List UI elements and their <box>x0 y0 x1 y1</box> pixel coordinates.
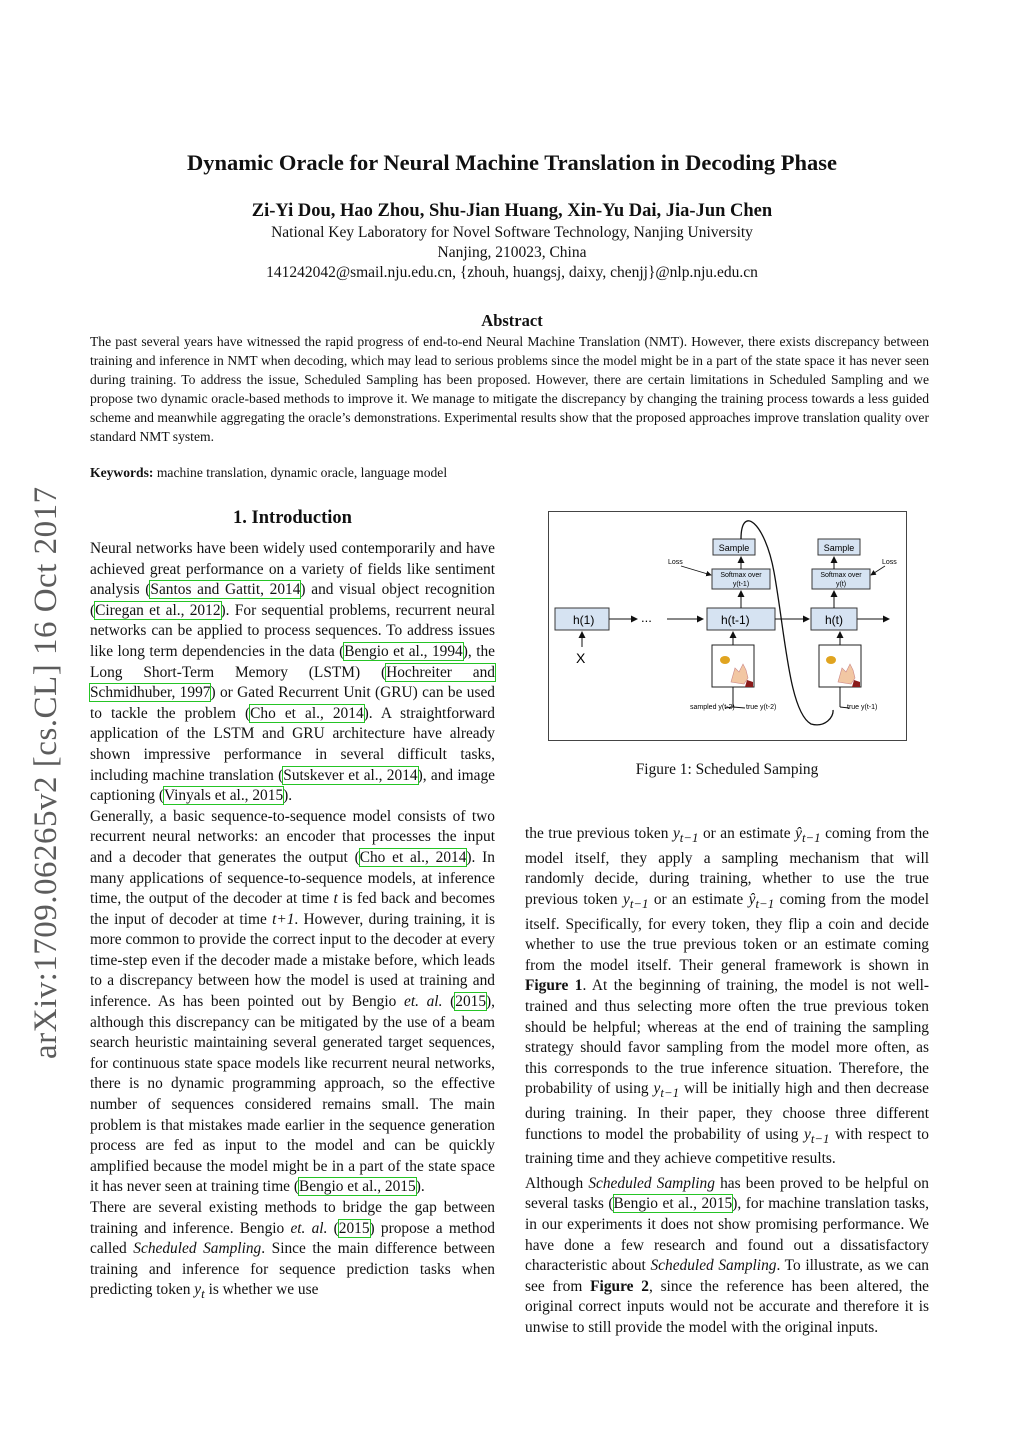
intro-paragraph-3: There are several existing methods to bridge the gap between training and inference. Bengio et. al. (2015) propose a method called Scheduled Sampling. Since the main difference between training and inference for sequence prediction tasks when predicting token $y_t$ is whether we use <box>90 1199 496 1302</box>
ht1-label: h(t-1) <box>721 613 750 627</box>
citation-link[interactable]: Hochreiter and Schmidhuber, 1997 <box>90 663 495 702</box>
section-heading-introduction: 1. Introduction <box>233 508 352 528</box>
coin-icon <box>720 656 730 664</box>
x-label: X <box>576 650 586 666</box>
citation-link[interactable]: Cho et al., 2014 <box>250 704 364 722</box>
left-column <box>90 539 495 1305</box>
abstract-text: The past several years have witnessed the rapid progress of end-to-end Neural Machine Translation (NMT). However, there exists discrepancy between training and inference in NMT when decoding, which may lead to serious problems since the model might be in a part of the state space it has never seen during training. To address the issue, Scheduled Sampling has been proposed. However, there are certain limitations in Scheduled Sampling and we propose two dynamic oracle-based methods to improve it. We manage to mitigate the discrepancy by changing the training process towards a less guided scheme and meanwhile aggregating the oracle’s demonstrations. Experimental results show that the proposed approaches improve translation quality over standard NMT system. <box>90 334 929 445</box>
citation-link[interactable]: Ciregan et al., 2012 <box>95 601 221 619</box>
figure-1 <box>548 511 907 741</box>
citation-link[interactable]: Cho et al., 2014 <box>359 848 467 866</box>
sample-b-label: Sample <box>823 543 855 553</box>
softmax-a-line1: Softmax over <box>720 572 762 579</box>
keywords-text: machine translation, dynamic oracle, language model <box>156 465 448 480</box>
intro-paragraph-1: Neural networks have been widely used contemporarily and have achieved great performance on a variety of fields like sentiment analysis (Santos and Gattit, 2014) and visual object recognition (Ciregan et al., 2012). For sequential problems, recurrent neural networks can be applied to process sequences. To address issues like long term dependencies in the data (Bengio et al., 1994), the Long Short-Term Memory (LSTM) (Hochreiter and Schmidhuber, 1997) or Gated Recurrent Unit (GRU) can be used to tackle the problem (Cho et al., 2014). A straightforward application of the LSTM and GRU architecture have already shown impressive performance in several difficult tasks, including machine translation (Sutskever et al., 2014), and image captioning (Vinyals et al., 2015). <box>90 540 496 805</box>
right-paragraph-2: Although Scheduled Sampling has been proved to be helpful on several tasks (Bengio et al., 2015), for machine translation tasks, in our experiments it does not show promising performance. We have done a few research and found out a dissatisfactory characteristic about Scheduled Sampling. To illustrate, as we can see from Figure 2, since the reference has been altered, the original correct inputs would not be accurate and therefore it is unwise to still provide the model with the original inputs. <box>525 1174 929 1336</box>
ht-label: h(t) <box>825 613 843 627</box>
paper-title: Dynamic Oracle for Neural Machine Translation in Decoding Phase <box>187 150 837 175</box>
affiliation: National Key Laboratory for Novel Software Technology, Nanjing University <box>271 224 753 241</box>
right-column <box>525 824 929 1339</box>
abstract-heading: Abstract <box>481 311 543 330</box>
softmax-b-line2: y(t) <box>835 581 847 588</box>
h1-label: h(1) <box>573 613 595 627</box>
figure-1-caption: Figure 1: Scheduled Samping <box>635 761 819 778</box>
true-label-a: true y(t-2) <box>746 704 777 711</box>
loss-label-a: Loss <box>668 559 683 566</box>
citation-link[interactable]: Vinyals et al., 2015 <box>163 787 284 805</box>
authors: Zi-Yi Dou, Hao Zhou, Shu-Jian Huang, Xin-Yu Dai, Jia-Jun Chen <box>251 201 773 221</box>
citation-link[interactable]: Sutskever et al., 2014 <box>283 766 418 784</box>
emails: 141242042@smail.nju.edu.cn, {zhouh, huangsj, daixy, chenjj}@nlp.nju.edu.cn <box>266 264 758 281</box>
location: Nanjing, 210023, China <box>437 244 587 261</box>
loss-label-b: Loss <box>882 559 897 566</box>
citation-link[interactable]: 2015 <box>455 993 487 1011</box>
citation-link[interactable]: 2015 <box>338 1219 370 1237</box>
coin-icon <box>826 656 836 664</box>
citation-link[interactable]: Santos and Gattit, 2014 <box>150 581 301 599</box>
keywords-label: Keywords: <box>90 465 154 480</box>
ellipsis: ... <box>641 610 652 625</box>
scheduled-sampling-diagram <box>549 512 906 740</box>
arxiv-stamp: arXiv:1709.06265v2 [cs.CL] 16 Oct 2017 <box>28 486 64 1059</box>
softmax-b-line1: Softmax over <box>820 572 862 579</box>
intro-paragraph-2: Generally, a basic sequence-to-sequence model consists of two recurrent neural networks: an encoder that processes the input and a decoder that generates the output (Cho et al., 2014). In many applications of sequence-to-sequence models, at inference time, the output of the decoder at time t is fed back and becomes the input of decoder at time t+1. However, during training, it is more common to provide the correct input to the decoder at every time-step even if the decoder made a mistake before, which leads to a discrepancy between how the model is used at training and inference. As has been pointed out by Bengio et. al. (2015), although this discrepancy can be mitigated by the use of a beam search heuristic maintaining several generated target sequences, for continuous state space models like recurrent neural networks, there is no dynamic programming approach, so the effective number of sequences considered remains small. The main problem is that mistakes made earlier in the sequence generation process are fed as input to the model and can be quickly amplified because the model might be in a part of the state space it has never seen at training time (Bengio et al., 2015). <box>90 807 496 1196</box>
citation-link[interactable]: Bengio et al., 2015 <box>613 1195 733 1213</box>
true-label-b: true y(t-1) <box>847 704 878 711</box>
softmax-a-line2: y(t-1) <box>732 581 750 588</box>
right-paragraph-1: the true previous token $y_{t-1}$ or an estimate $ŷ_{t-1}$ coming from the model itself, they apply a sampling mechanism that will randomly decide, during training, whether to use the true previous token $y_{t-1}$ or an estimate $ŷ_{t-1}$ coming from the model itself. Specifically, for every token, they flip a coin and decide whether to use the true previous token or an estimate coming from the model itself. Their general framework is shown in Figure 1. At the beginning of training, the model is not well-trained and thus selecting more often the true previous token should be helpful; whereas at the end of training the sampling strategy should favor sampling from the model more often, as this corresponds to the true inference situation. Therefore, the probability of using $y_{t-1}$ will be initially high and then decrease during training. In their paper, they choose three different functions to model the probability of using $y_{t-1}$ with respect to training time and they achieve competitive results. <box>525 825 930 1168</box>
keywords <box>90 465 447 481</box>
citation-link[interactable]: Bengio et al., 2015 <box>298 1178 416 1196</box>
sampled-label: sampled y(t-2) <box>690 704 735 711</box>
sample-a-label: Sample <box>718 543 750 553</box>
citation-link[interactable]: Bengio et al., 1994 <box>344 642 463 660</box>
